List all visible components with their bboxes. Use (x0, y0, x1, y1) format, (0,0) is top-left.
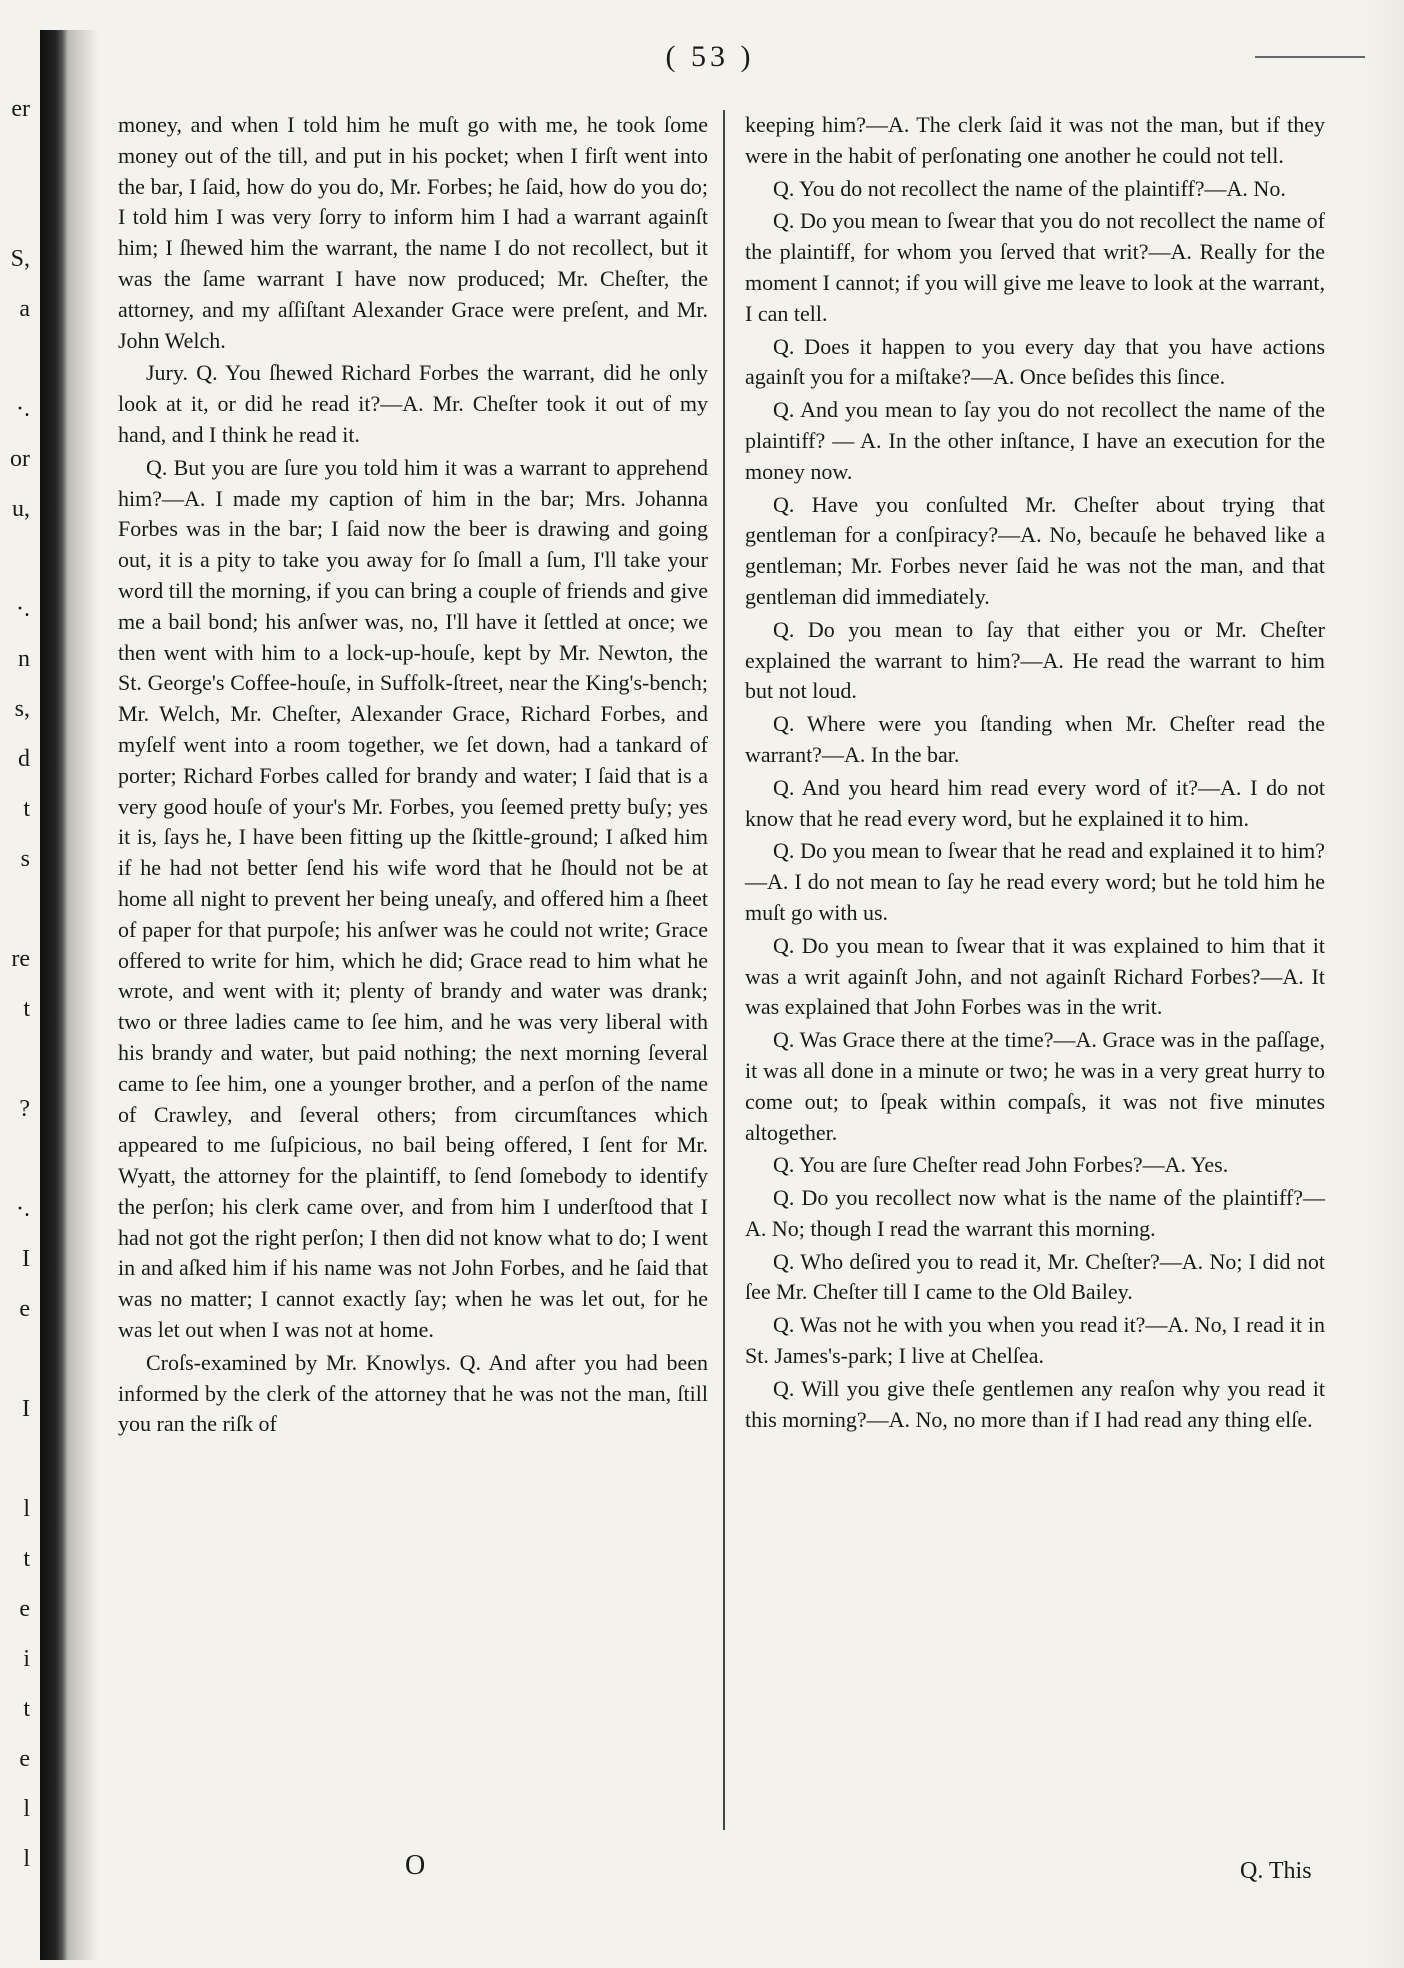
margin-fragment (0, 534, 30, 584)
paragraph: Q. Who deſired you to read it, Mr. Cheſter?—A. No; I did not ſee Mr. Cheſter till I came to the Old Bailey. (745, 1248, 1325, 1305)
margin-fragment: ·. (16, 396, 30, 422)
margin-fragment: e (19, 1296, 30, 1322)
left-column (118, 110, 708, 1442)
paragraph: Q. And you mean to ſay you do not recollect the name of the plaintiff? — A. In the other inſtance, I have an execution for the money now. (745, 397, 1325, 484)
margin-fragment: u, (12, 496, 30, 522)
margin-fragment: s, (14, 696, 30, 722)
column-divider (723, 110, 725, 1830)
margin-fragment (0, 1334, 30, 1384)
margin-fragment: n (18, 646, 30, 672)
margin-fragment: ·. (16, 1196, 30, 1222)
margin-fragment: or (10, 446, 30, 472)
margin-fragment (0, 884, 30, 934)
right-column (745, 110, 1325, 1437)
margin-fragment (0, 1034, 30, 1084)
paragraph: Q. Was not he with you when you read it?—A. No, I read it in St. James's-park; I live at Chelſea. (745, 1312, 1325, 1369)
paragraph: Q. Do you mean to ſwear that he read and explained it to him?—A. I do not mean to ſay he read every word; but he told him he muſt go with us. (745, 838, 1325, 925)
margin-fragment: l (23, 1496, 30, 1522)
margin-fragment: t (23, 1696, 30, 1722)
paragraph: Q. Do you mean to ſwear that you do not recollect the name of the plaintiff, for whom you ſerved that writ?—A. Really for the moment I cannot; if you will give me leave to look at the warrant, I can tell. (745, 208, 1325, 326)
margin-fragment: ·. (16, 596, 30, 622)
paragraph: Q. Where were you ſtanding when Mr. Cheſter read the warrant?—A. In the bar. (745, 711, 1325, 767)
margin-fragment: s (20, 846, 30, 872)
margin-fragment (0, 184, 30, 234)
margin-fragment: er (11, 96, 30, 122)
margin-fragment (0, 134, 30, 184)
book-binding-shadow (40, 30, 68, 1960)
margin-fragment: t (23, 1546, 30, 1572)
margin-fragment: l (23, 1846, 30, 1872)
margin-fragment: t (23, 996, 30, 1022)
margin-fragment: e (19, 1596, 30, 1622)
signature-mark: O (405, 1850, 426, 1881)
margin-fragment: i (23, 1646, 30, 1672)
margin-fragment: S, (10, 246, 30, 272)
paragraph: Q. Do you mean to ſwear that it was explained to him that it was a writ againſt John, and not againſt Richard Forbes?—A. It was explained that John Forbes was in the writ. (745, 932, 1325, 1020)
paragraph: Q. Have you conſulted Mr. Cheſter about trying that gentleman for a conſpiracy?—A. No, becauſe he behaved like a gentleman; Mr. Forbes never ſaid he was not the man, and that gentleman did immediately. (745, 491, 1325, 609)
margin-fragment (0, 1434, 30, 1484)
margin-fragment (0, 334, 30, 384)
previous-page-margin-fragments (0, 84, 30, 1884)
margin-fragment: d (18, 746, 30, 772)
catchword: Q. This (1240, 1858, 1312, 1884)
margin-fragment: e (19, 1746, 30, 1772)
gutter-shade (68, 30, 98, 1960)
paragraph: Q. Does it happen to you every day that you have actions againſt you for a miſtake?—A. Once beſides this ſince. (745, 333, 1325, 390)
margin-fragment: a (19, 296, 30, 322)
margin-fragment: I (22, 1246, 30, 1272)
paragraph: keeping him?—A. The clerk ſaid it was not the man, but if they were in the habit of perſonating one another he could not tell. (745, 112, 1325, 168)
paragraph: Q. Will you give theſe gentlemen any reaſon why you read it this morning?—A. No, no more than if I had read any thing elſe. (745, 1375, 1325, 1432)
paragraph: Q. You do not recollect the name of the plaintiff?—A. No. (773, 175, 1286, 201)
paragraph: Q. You are ſure Cheſter read John Forbes?—A. Yes. (773, 1152, 1229, 1178)
paragraph: Q. Do you mean to ſay that either you or Mr. Cheſter explained the warrant to him?—A. He read the warrant to him but not loud. (745, 616, 1325, 704)
paragraph: Q. Was Grace there at the time?—A. Grace was in the paſſage, it was all done in a minute or two; he was in a very great hurry to come out; to ſpeak within compaſs, it was not five minutes altogether. (745, 1027, 1325, 1145)
margin-fragment: re (11, 946, 30, 972)
header-rule (1255, 56, 1365, 58)
margin-fragment: l (23, 1796, 30, 1822)
paragraph: money, and when I told him he muſt go with me, he took ſome money out of the till, and put in his pocket; when I firſt went into the bar, I ſaid, how do you do, Mr. Forbes; he ſaid, how do you do; I told him I was very ſorry to inform him I had a warrant againſt him; I ſhewed him the warrant, the name I do not recollect, but it was the ſame warrant I have now produced; Mr. Cheſter, the attorney, and my aſſiſtant Alexander Grace were preſent, and Mr. John Welch. (118, 112, 708, 353)
margin-fragment (0, 1134, 30, 1184)
paragraph: Q. But you are ſure you told him it was a warrant to apprehend him?—A. I made my caption of him in the bar; Mrs. Johanna Forbes was in the bar; I ſaid now the beer is drawing and going out, it is a pity to take you away for ſo ſmall a ſum, I'll take your word till the morning, if you can bring a couple of friends and give me a bail bond; his anſwer was, no, I'll have it ſettled at once; we then went with him to a lock-up-houſe, kept by Mr. Newton, the St. George's Coffee-houſe, in Suffolk-ſtreet, near the King's-bench; Mr. Welch, Mr. Cheſter, Alexander Grace, Richard Forbes, and myſelf went into a room together, we ſet down, had a tankard of porter; Richard Forbes called for brandy and water; I ſaid that is a very good houſe of your's Mr. Forbes, you ſeemed pretty buſy; yes it is, ſays he, I have been fitting up the ſkittle-ground; I aſked him if he had not better ſend his wife word that he ſhould not be at home all night to prevent her being uneaſy, and offered him a ſheet of paper for that purpoſe; his anſwer was he could not write; Grace offered to write for him, which he did; Grace read to him what he wrote, and went with it; plenty of brandy and water was drank; two or three ladies came to ſee him, and he was very liberal with his brandy and water, but paid nothing; the next morning ſeveral came to ſee him, one a younger brother, and a perſon of the name of Crawley, and ſeveral others; from circumſtances which appeared to me ſuſpicious, no bail being offered, I ſent for Mr. Wyatt, the attorney for the plaintiff, to ſend ſomebody to identify the perſon; his clerk came over, and from him I underſtood that I had not got the right perſon; I then did not know what to do; I went in and aſked him if his name was not John Forbes, and he ſaid that was no matter; I cannot exactly ſay; when he was let out, for he was let out when I was not at home. (118, 454, 708, 1343)
margin-fragment: t (23, 796, 30, 822)
page-number: ( 53 ) (665, 40, 755, 73)
paragraph: Q. And you heard him read every word of it?—A. I do not know that he read every word, but he explained it to him. (745, 774, 1325, 831)
page-edge-shadow (1364, 0, 1404, 1968)
margin-fragment: I (22, 1396, 30, 1422)
paragraph: Jury. Q. You ſhewed Richard Forbes the warrant, did he only look at it, or did he read it?—A. Mr. Cheſter took it out of my hand, and I think he read it. (118, 360, 708, 447)
margin-fragment: ? (19, 1096, 30, 1122)
paragraph: Croſs-examined by Mr. Knowlys. Q. And after you had been informed by the clerk of the attorney that he was not the man, ſtill you ran the riſk of (118, 1349, 708, 1437)
paragraph: Q. Do you recollect now what is the name of the plaintiff?—A. No; though I read the warrant this morning. (745, 1185, 1325, 1241)
